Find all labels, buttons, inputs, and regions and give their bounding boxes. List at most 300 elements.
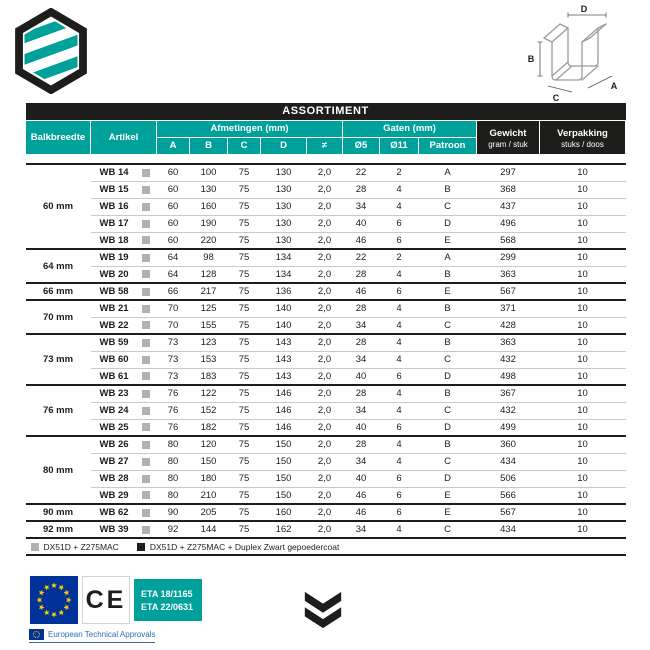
table-row bbox=[26, 351, 626, 368]
cell-o5: 46 bbox=[343, 504, 380, 521]
cell-a: 73 bbox=[157, 351, 190, 368]
cell-b: 182 bbox=[190, 419, 228, 436]
artikel-cell bbox=[91, 521, 157, 538]
column-header-sub-4: ≠ bbox=[307, 137, 343, 154]
coating-swatch bbox=[142, 372, 150, 380]
artikel-cell bbox=[91, 181, 157, 198]
cell-b: 220 bbox=[190, 232, 228, 249]
cell-patroon: C bbox=[419, 521, 477, 538]
cell-verpakking: 10 bbox=[540, 385, 626, 402]
artikel-cell bbox=[91, 283, 157, 300]
cell-b: 152 bbox=[190, 402, 228, 419]
cell-verpakking: 10 bbox=[540, 283, 626, 300]
column-header-balkbreedte: Balkbreedte bbox=[26, 120, 91, 154]
assortiment-table bbox=[25, 103, 626, 556]
verpakking-subtitle: stuks / doos bbox=[561, 139, 604, 149]
table-row bbox=[26, 419, 626, 436]
verpakking-title: Verpakking bbox=[557, 127, 608, 139]
cell-dikte: 2,0 bbox=[307, 232, 343, 249]
cell-dikte: 2,0 bbox=[307, 334, 343, 351]
artikel-cell bbox=[91, 198, 157, 215]
cell-o11: 6 bbox=[380, 419, 419, 436]
cell-d: 140 bbox=[261, 300, 307, 317]
eta-number: ETA 18/1165 bbox=[141, 588, 193, 599]
cell-dikte: 2,0 bbox=[307, 402, 343, 419]
cell-c: 75 bbox=[228, 504, 261, 521]
cell-o5: 28 bbox=[343, 266, 380, 283]
cell-verpakking: 10 bbox=[540, 249, 626, 266]
cell-d: 134 bbox=[261, 266, 307, 283]
cell-gewicht: 360 bbox=[477, 436, 540, 453]
cell-verpakking: 10 bbox=[540, 504, 626, 521]
legend-label: DX51D + Z275MAC bbox=[43, 541, 119, 552]
cell-a: 70 bbox=[157, 317, 190, 334]
cell-o11: 6 bbox=[380, 470, 419, 487]
cell-verpakking: 10 bbox=[540, 470, 626, 487]
hexagon-logo-icon bbox=[12, 8, 90, 94]
artikel-label: WB 29 bbox=[99, 489, 129, 501]
cell-b: 144 bbox=[190, 521, 228, 538]
artikel-cell bbox=[91, 436, 157, 453]
coating-swatch bbox=[142, 270, 150, 278]
cell-b: 153 bbox=[190, 351, 228, 368]
cell-gewicht: 432 bbox=[477, 402, 540, 419]
artikel-cell bbox=[91, 249, 157, 266]
balkbreedte-cell: 92 mm bbox=[26, 521, 91, 538]
cell-a: 80 bbox=[157, 470, 190, 487]
table-row bbox=[26, 385, 626, 402]
cell-o11: 6 bbox=[380, 368, 419, 385]
artikel-label: WB 60 bbox=[99, 354, 129, 365]
balkbreedte-cell: 90 mm bbox=[26, 504, 91, 521]
cell-patroon: B bbox=[419, 300, 477, 317]
cell-o11: 2 bbox=[380, 249, 419, 266]
coating-swatch bbox=[142, 458, 150, 466]
balkbreedte-cell: 64 mm bbox=[26, 249, 91, 283]
cell-verpakking: 10 bbox=[540, 436, 626, 453]
artikel-label: WB 21 bbox=[99, 303, 129, 315]
cell-patroon: E bbox=[419, 487, 477, 504]
cell-verpakking: 10 bbox=[540, 487, 626, 504]
coating-swatch bbox=[142, 220, 150, 228]
cell-a: 73 bbox=[157, 368, 190, 385]
cell-d: 143 bbox=[261, 351, 307, 368]
table-row bbox=[26, 164, 626, 181]
artikel-label: WB 25 bbox=[99, 421, 129, 433]
cell-a: 76 bbox=[157, 419, 190, 436]
cell-dikte: 2,0 bbox=[307, 181, 343, 198]
cell-o5: 46 bbox=[343, 283, 380, 300]
cell-o11: 6 bbox=[380, 487, 419, 504]
column-header-verpakking bbox=[540, 120, 626, 154]
cell-dikte: 2,0 bbox=[307, 317, 343, 334]
header-gap bbox=[26, 154, 626, 164]
coating-swatch bbox=[142, 423, 150, 431]
cell-c: 75 bbox=[228, 521, 261, 538]
cell-b: 122 bbox=[190, 385, 228, 402]
cell-patroon: A bbox=[419, 164, 477, 181]
cell-a: 80 bbox=[157, 436, 190, 453]
balkbreedte-cell: 80 mm bbox=[26, 436, 91, 504]
legend-row bbox=[26, 538, 626, 555]
cell-patroon: E bbox=[419, 232, 477, 249]
table-row bbox=[26, 266, 626, 283]
cell-a: 90 bbox=[157, 504, 190, 521]
cell-o5: 34 bbox=[343, 521, 380, 538]
legend bbox=[26, 542, 626, 552]
cell-patroon: D bbox=[419, 470, 477, 487]
cell-gewicht: 499 bbox=[477, 419, 540, 436]
cell-a: 60 bbox=[157, 164, 190, 181]
coating-swatch bbox=[142, 509, 150, 517]
table-title: ASSORTIMENT bbox=[26, 103, 626, 120]
cell-o11: 4 bbox=[380, 266, 419, 283]
approvals-badges bbox=[30, 576, 202, 624]
legend-swatch-gray bbox=[31, 543, 39, 551]
cell-patroon: D bbox=[419, 368, 477, 385]
cell-gewicht: 434 bbox=[477, 521, 540, 538]
cell-gewicht: 368 bbox=[477, 181, 540, 198]
cell-d: 150 bbox=[261, 453, 307, 470]
cell-c: 75 bbox=[228, 232, 261, 249]
table-row bbox=[26, 521, 626, 538]
cell-o11: 4 bbox=[380, 402, 419, 419]
cell-c: 75 bbox=[228, 215, 261, 232]
cell-c: 75 bbox=[228, 368, 261, 385]
cell-dikte: 2,0 bbox=[307, 436, 343, 453]
cell-b: 160 bbox=[190, 198, 228, 215]
cell-verpakking: 10 bbox=[540, 419, 626, 436]
cell-o11: 4 bbox=[380, 521, 419, 538]
cell-a: 76 bbox=[157, 402, 190, 419]
table-row bbox=[26, 317, 626, 334]
coating-swatch bbox=[142, 407, 150, 415]
cell-a: 66 bbox=[157, 283, 190, 300]
table-row bbox=[26, 487, 626, 504]
legend-item bbox=[137, 542, 339, 552]
cell-verpakking: 10 bbox=[540, 215, 626, 232]
table-row bbox=[26, 368, 626, 385]
scroll-down-indicator[interactable] bbox=[303, 590, 343, 635]
artikel-label: WB 59 bbox=[99, 337, 129, 349]
cell-patroon: C bbox=[419, 402, 477, 419]
brand-logo bbox=[12, 8, 90, 99]
double-chevron-down-icon bbox=[303, 590, 343, 630]
artikel-cell bbox=[91, 453, 157, 470]
artikel-cell bbox=[91, 215, 157, 232]
artikel-cell bbox=[91, 300, 157, 317]
cell-dikte: 2,0 bbox=[307, 385, 343, 402]
cell-o5: 22 bbox=[343, 249, 380, 266]
column-header-artikel: Artikel bbox=[91, 120, 157, 154]
cell-gewicht: 566 bbox=[477, 487, 540, 504]
artikel-cell bbox=[91, 232, 157, 249]
artikel-label: WB 18 bbox=[99, 234, 129, 246]
ce-mark: CE bbox=[82, 576, 130, 624]
coating-swatch bbox=[142, 186, 150, 194]
cell-o11: 6 bbox=[380, 283, 419, 300]
cell-patroon: E bbox=[419, 504, 477, 521]
artikel-label: WB 39 bbox=[99, 524, 129, 535]
table-row bbox=[26, 300, 626, 317]
cell-gewicht: 428 bbox=[477, 317, 540, 334]
cell-o5: 28 bbox=[343, 300, 380, 317]
cell-o5: 46 bbox=[343, 232, 380, 249]
cell-verpakking: 10 bbox=[540, 453, 626, 470]
coating-swatch bbox=[142, 491, 150, 499]
cell-patroon: D bbox=[419, 419, 477, 436]
cell-patroon: A bbox=[419, 249, 477, 266]
cell-o5: 40 bbox=[343, 419, 380, 436]
cell-d: 130 bbox=[261, 181, 307, 198]
cell-a: 60 bbox=[157, 232, 190, 249]
cell-dikte: 2,0 bbox=[307, 521, 343, 538]
cell-d: 150 bbox=[261, 470, 307, 487]
artikel-cell bbox=[91, 419, 157, 436]
coating-swatch bbox=[142, 356, 150, 364]
eta-number: ETA 22/0631 bbox=[141, 601, 194, 612]
cell-c: 75 bbox=[228, 198, 261, 215]
cell-a: 70 bbox=[157, 300, 190, 317]
cell-c: 75 bbox=[228, 249, 261, 266]
dimension-label-d: D bbox=[580, 4, 588, 14]
artikel-cell bbox=[91, 368, 157, 385]
cell-c: 75 bbox=[228, 266, 261, 283]
cell-d: 130 bbox=[261, 198, 307, 215]
cell-a: 64 bbox=[157, 266, 190, 283]
artikel-label: WB 24 bbox=[99, 405, 129, 416]
cell-d: 130 bbox=[261, 215, 307, 232]
coating-swatch bbox=[142, 339, 150, 347]
cell-o11: 6 bbox=[380, 232, 419, 249]
cell-b: 123 bbox=[190, 334, 228, 351]
cell-c: 75 bbox=[228, 470, 261, 487]
cell-gewicht: 567 bbox=[477, 283, 540, 300]
cell-b: 210 bbox=[190, 487, 228, 504]
cell-d: 146 bbox=[261, 402, 307, 419]
cell-dikte: 2,0 bbox=[307, 266, 343, 283]
eu-flag-icon bbox=[30, 576, 78, 624]
cell-c: 75 bbox=[228, 300, 261, 317]
cell-dikte: 2,0 bbox=[307, 453, 343, 470]
cell-d: 150 bbox=[261, 436, 307, 453]
artikel-cell bbox=[91, 164, 157, 181]
cell-dikte: 2,0 bbox=[307, 470, 343, 487]
legend-swatch-black bbox=[137, 543, 145, 551]
cell-o11: 4 bbox=[380, 351, 419, 368]
cell-verpakking: 10 bbox=[540, 402, 626, 419]
cell-gewicht: 434 bbox=[477, 453, 540, 470]
cell-gewicht: 498 bbox=[477, 368, 540, 385]
artikel-cell bbox=[91, 317, 157, 334]
balkbreedte-cell: 73 mm bbox=[26, 334, 91, 385]
artikel-cell bbox=[91, 504, 157, 521]
cell-patroon: B bbox=[419, 385, 477, 402]
cell-verpakking: 10 bbox=[540, 368, 626, 385]
table-row bbox=[26, 232, 626, 249]
cell-d: 130 bbox=[261, 164, 307, 181]
cell-o11: 4 bbox=[380, 334, 419, 351]
eta-caption-label: European Technical Approvals bbox=[48, 630, 156, 639]
dimension-label-c: C bbox=[552, 93, 560, 102]
legend-label: DX51D + Z275MAC + Duplex Zwart gepoedercoat bbox=[149, 541, 340, 552]
cell-patroon: C bbox=[419, 453, 477, 470]
cell-b: 130 bbox=[190, 181, 228, 198]
cell-verpakking: 10 bbox=[540, 266, 626, 283]
cell-d: 143 bbox=[261, 334, 307, 351]
table-row bbox=[26, 198, 626, 215]
coating-swatch bbox=[142, 288, 150, 296]
table-row bbox=[26, 181, 626, 198]
coating-swatch bbox=[142, 526, 150, 534]
eta-caption bbox=[29, 629, 155, 643]
cell-b: 155 bbox=[190, 317, 228, 334]
cell-gewicht: 437 bbox=[477, 198, 540, 215]
cell-verpakking: 10 bbox=[540, 351, 626, 368]
cell-o11: 4 bbox=[380, 453, 419, 470]
cell-c: 75 bbox=[228, 402, 261, 419]
column-header-sub-2: C bbox=[228, 137, 261, 154]
coating-swatch bbox=[142, 390, 150, 398]
cell-o5: 34 bbox=[343, 317, 380, 334]
artikel-label: WB 26 bbox=[99, 439, 129, 451]
cell-d: 162 bbox=[261, 521, 307, 538]
cell-o11: 2 bbox=[380, 164, 419, 181]
cell-patroon: C bbox=[419, 351, 477, 368]
cell-patroon: B bbox=[419, 181, 477, 198]
artikel-label: WB 23 bbox=[99, 388, 129, 400]
cell-dikte: 2,0 bbox=[307, 419, 343, 436]
gewicht-title: Gewicht bbox=[489, 127, 527, 139]
artikel-label: WB 27 bbox=[99, 456, 129, 467]
cell-patroon: C bbox=[419, 198, 477, 215]
table-row bbox=[26, 453, 626, 470]
cell-gewicht: 506 bbox=[477, 470, 540, 487]
artikel-label: WB 15 bbox=[99, 184, 129, 195]
cell-b: 98 bbox=[190, 249, 228, 266]
cell-verpakking: 10 bbox=[540, 232, 626, 249]
cell-patroon: E bbox=[419, 283, 477, 300]
table-row bbox=[26, 504, 626, 521]
cell-b: 180 bbox=[190, 470, 228, 487]
legend-item bbox=[31, 542, 119, 552]
column-header-gewicht bbox=[477, 120, 540, 154]
artikel-cell bbox=[91, 487, 157, 504]
artikel-cell bbox=[91, 334, 157, 351]
coating-swatch bbox=[142, 203, 150, 211]
dimension-label-a: A bbox=[610, 81, 618, 91]
artikel-label: WB 14 bbox=[99, 167, 129, 179]
cell-b: 125 bbox=[190, 300, 228, 317]
cell-b: 150 bbox=[190, 453, 228, 470]
cell-gewicht: 363 bbox=[477, 334, 540, 351]
cell-patroon: B bbox=[419, 436, 477, 453]
cell-b: 100 bbox=[190, 164, 228, 181]
artikel-label: WB 61 bbox=[99, 370, 129, 382]
cell-verpakking: 10 bbox=[540, 181, 626, 198]
cell-o5: 40 bbox=[343, 470, 380, 487]
cell-dikte: 2,0 bbox=[307, 300, 343, 317]
cell-dikte: 2,0 bbox=[307, 283, 343, 300]
cell-o5: 28 bbox=[343, 181, 380, 198]
artikel-label: WB 58 bbox=[99, 286, 129, 297]
cell-o11: 4 bbox=[380, 317, 419, 334]
cell-gewicht: 567 bbox=[477, 504, 540, 521]
artikel-cell bbox=[91, 470, 157, 487]
cell-a: 60 bbox=[157, 215, 190, 232]
cell-d: 150 bbox=[261, 487, 307, 504]
cell-a: 76 bbox=[157, 385, 190, 402]
artikel-label: WB 22 bbox=[99, 319, 129, 331]
cell-a: 60 bbox=[157, 181, 190, 198]
cell-d: 134 bbox=[261, 249, 307, 266]
artikel-label: WB 16 bbox=[99, 201, 129, 212]
cell-o5: 34 bbox=[343, 351, 380, 368]
cell-b: 190 bbox=[190, 215, 228, 232]
cell-c: 75 bbox=[228, 385, 261, 402]
column-group-afmetingen: Afmetingen (mm) bbox=[157, 120, 343, 137]
cell-c: 75 bbox=[228, 334, 261, 351]
table-row bbox=[26, 470, 626, 487]
cell-c: 75 bbox=[228, 181, 261, 198]
cell-o5: 40 bbox=[343, 368, 380, 385]
column-header-sub-7: Patroon bbox=[419, 137, 477, 154]
cell-d: 130 bbox=[261, 232, 307, 249]
cell-c: 75 bbox=[228, 487, 261, 504]
cell-dikte: 2,0 bbox=[307, 215, 343, 232]
coating-swatch bbox=[142, 475, 150, 483]
cell-o5: 22 bbox=[343, 164, 380, 181]
cell-b: 217 bbox=[190, 283, 228, 300]
cell-d: 146 bbox=[261, 419, 307, 436]
cell-b: 183 bbox=[190, 368, 228, 385]
artikel-label: WB 17 bbox=[99, 218, 129, 229]
dimension-label-b: B bbox=[527, 54, 535, 64]
cell-verpakking: 10 bbox=[540, 164, 626, 181]
cell-patroon: B bbox=[419, 334, 477, 351]
cell-gewicht: 299 bbox=[477, 249, 540, 266]
gewicht-subtitle: gram / stuk bbox=[488, 139, 528, 149]
table-row bbox=[26, 334, 626, 351]
table-row bbox=[26, 215, 626, 232]
cell-a: 64 bbox=[157, 249, 190, 266]
cell-gewicht: 297 bbox=[477, 164, 540, 181]
column-header-sub-1: B bbox=[190, 137, 228, 154]
cell-dikte: 2,0 bbox=[307, 351, 343, 368]
cell-d: 140 bbox=[261, 317, 307, 334]
cell-c: 75 bbox=[228, 419, 261, 436]
coating-swatch bbox=[142, 254, 150, 262]
table-row bbox=[26, 249, 626, 266]
artikel-label: WB 62 bbox=[99, 507, 129, 518]
table-row bbox=[26, 436, 626, 453]
artikel-label: WB 19 bbox=[99, 252, 129, 264]
cell-c: 75 bbox=[228, 283, 261, 300]
assortiment-section bbox=[25, 103, 625, 556]
cell-dikte: 2,0 bbox=[307, 368, 343, 385]
cell-a: 92 bbox=[157, 521, 190, 538]
column-header-sub-6: Ø11 bbox=[380, 137, 419, 154]
cell-c: 75 bbox=[228, 351, 261, 368]
cell-b: 128 bbox=[190, 266, 228, 283]
cell-o11: 4 bbox=[380, 385, 419, 402]
cell-o11: 4 bbox=[380, 198, 419, 215]
cell-o5: 34 bbox=[343, 402, 380, 419]
artikel-cell bbox=[91, 402, 157, 419]
eta-numbers-box bbox=[134, 579, 202, 621]
column-header-sub-3: D bbox=[261, 137, 307, 154]
product-drawing bbox=[520, 4, 642, 107]
